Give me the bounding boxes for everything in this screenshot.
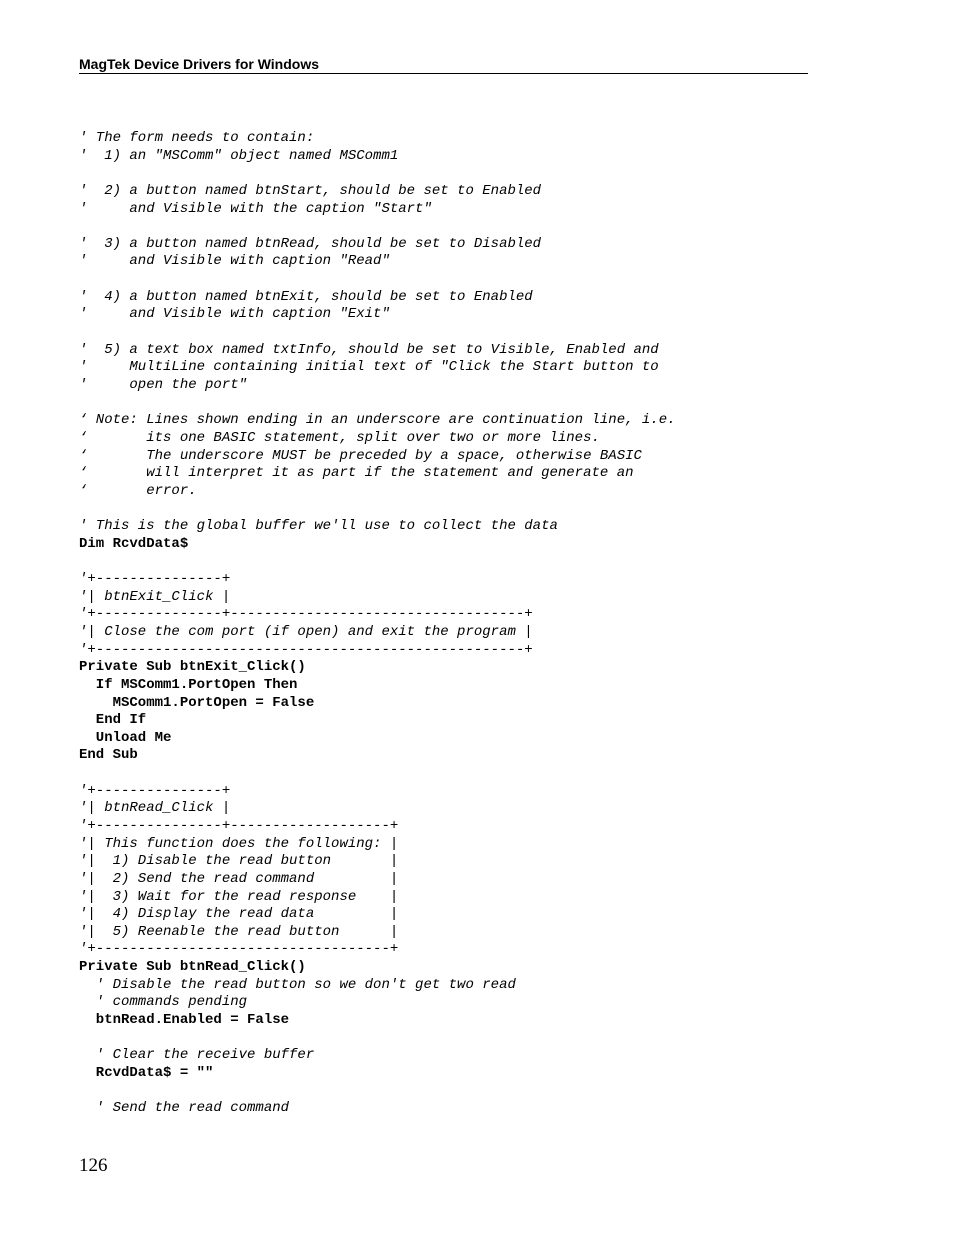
comment-line: ‘ error. [79, 482, 197, 499]
comment-line: '| 5) Reenable the read button | [79, 923, 399, 940]
comment-line: '| Close the com port (if open) and exit the program | [79, 623, 533, 640]
blank-line [79, 1083, 839, 1101]
comment-line: '| This function does the following: | [79, 835, 399, 852]
comment-line: '| 2) Send the read command | [79, 870, 399, 887]
page-header: MagTek Device Drivers for Windows [79, 56, 808, 74]
comment-line: ' 5) a text box named txtInfo, should be set to Visible, Enabled and [79, 341, 659, 358]
comment-line: ' 4) a button named btnExit, should be set to Enabled [79, 288, 533, 305]
comment-line: ' 3) a button named btnRead, should be set to Disabled [79, 235, 542, 252]
code-line: MSComm1.PortOpen = False [79, 694, 315, 711]
blank-line [79, 765, 839, 783]
comment-line: '| 3) Wait for the read response | [79, 888, 399, 905]
comment-line: ' Send the read command [79, 1100, 290, 1117]
code-line: Private Sub btnRead_Click() [79, 959, 306, 976]
comment-line: ' commands pending [79, 994, 248, 1011]
code-line: End Sub [79, 747, 138, 764]
comment-line: ' 1) an "MSComm" object named MSComm1 [79, 147, 399, 164]
comment-line: ' and Visible with caption "Exit" [79, 306, 390, 323]
comment-line: '| btnExit_Click | [79, 588, 231, 605]
blank-line [79, 553, 839, 571]
comment-line: '| 4) Display the read data | [79, 906, 399, 923]
code-line: Private Sub btnExit_Click() [79, 659, 306, 676]
blank-line [79, 1030, 839, 1048]
comment-line: ' Clear the receive buffer [79, 1047, 315, 1064]
page-number: 126 [79, 1155, 108, 1176]
comment-line: '+---------------------------------------------------+ [79, 641, 533, 658]
comment-line: ‘ its one BASIC statement, split over two or more lines. [79, 429, 600, 446]
comment-line: '+-----------------------------------+ [79, 941, 399, 958]
code-line: Unload Me [79, 729, 172, 746]
code-line: Dim RcvdData$ [79, 535, 189, 552]
comment-line: '| btnRead_Click | [79, 800, 231, 817]
blank-line [79, 395, 839, 413]
comment-line: '+---------------+ [79, 782, 231, 799]
blank-line [79, 324, 839, 342]
comment-line: '+---------------+ [79, 571, 231, 588]
comment-line: ' Disable the read button so we don't get two read [79, 976, 516, 993]
code-line: End If [79, 712, 147, 729]
comment-line: ' open the port" [79, 376, 248, 393]
comment-line: ' and Visible with the caption "Start" [79, 200, 432, 217]
comment-line: '+---------------+-----------------------------------+ [79, 606, 533, 623]
comment-line: ' 2) a button named btnStart, should be set to Enabled [79, 182, 542, 199]
comment-line: ' and Visible with caption "Read" [79, 253, 390, 270]
blank-line [79, 165, 839, 183]
comment-line: ‘ Note: Lines shown ending in an underscore are continuation line, i.e. [79, 412, 676, 429]
blank-line [79, 271, 839, 289]
blank-line [79, 218, 839, 236]
comment-line: ' This is the global buffer we'll use to collect the data [79, 518, 558, 535]
code-line: btnRead.Enabled = False [79, 1012, 290, 1029]
comment-line: '+---------------+-------------------+ [79, 817, 399, 834]
blank-line [79, 500, 839, 518]
code-line: RcvdData$ = "" [79, 1064, 214, 1081]
comment-line: ' The form needs to contain: [79, 130, 315, 146]
comment-line: ‘ The underscore MUST be preceded by a space, otherwise BASIC [79, 447, 642, 464]
code-line: If MSComm1.PortOpen Then [79, 676, 298, 693]
comment-line: '| 1) Disable the read button | [79, 853, 399, 870]
code-listing [79, 130, 839, 1118]
comment-line: ‘ will interpret it as part if the statement and generate an [79, 465, 634, 482]
comment-line: ' MultiLine containing initial text of "Click the Start button to [79, 359, 659, 376]
